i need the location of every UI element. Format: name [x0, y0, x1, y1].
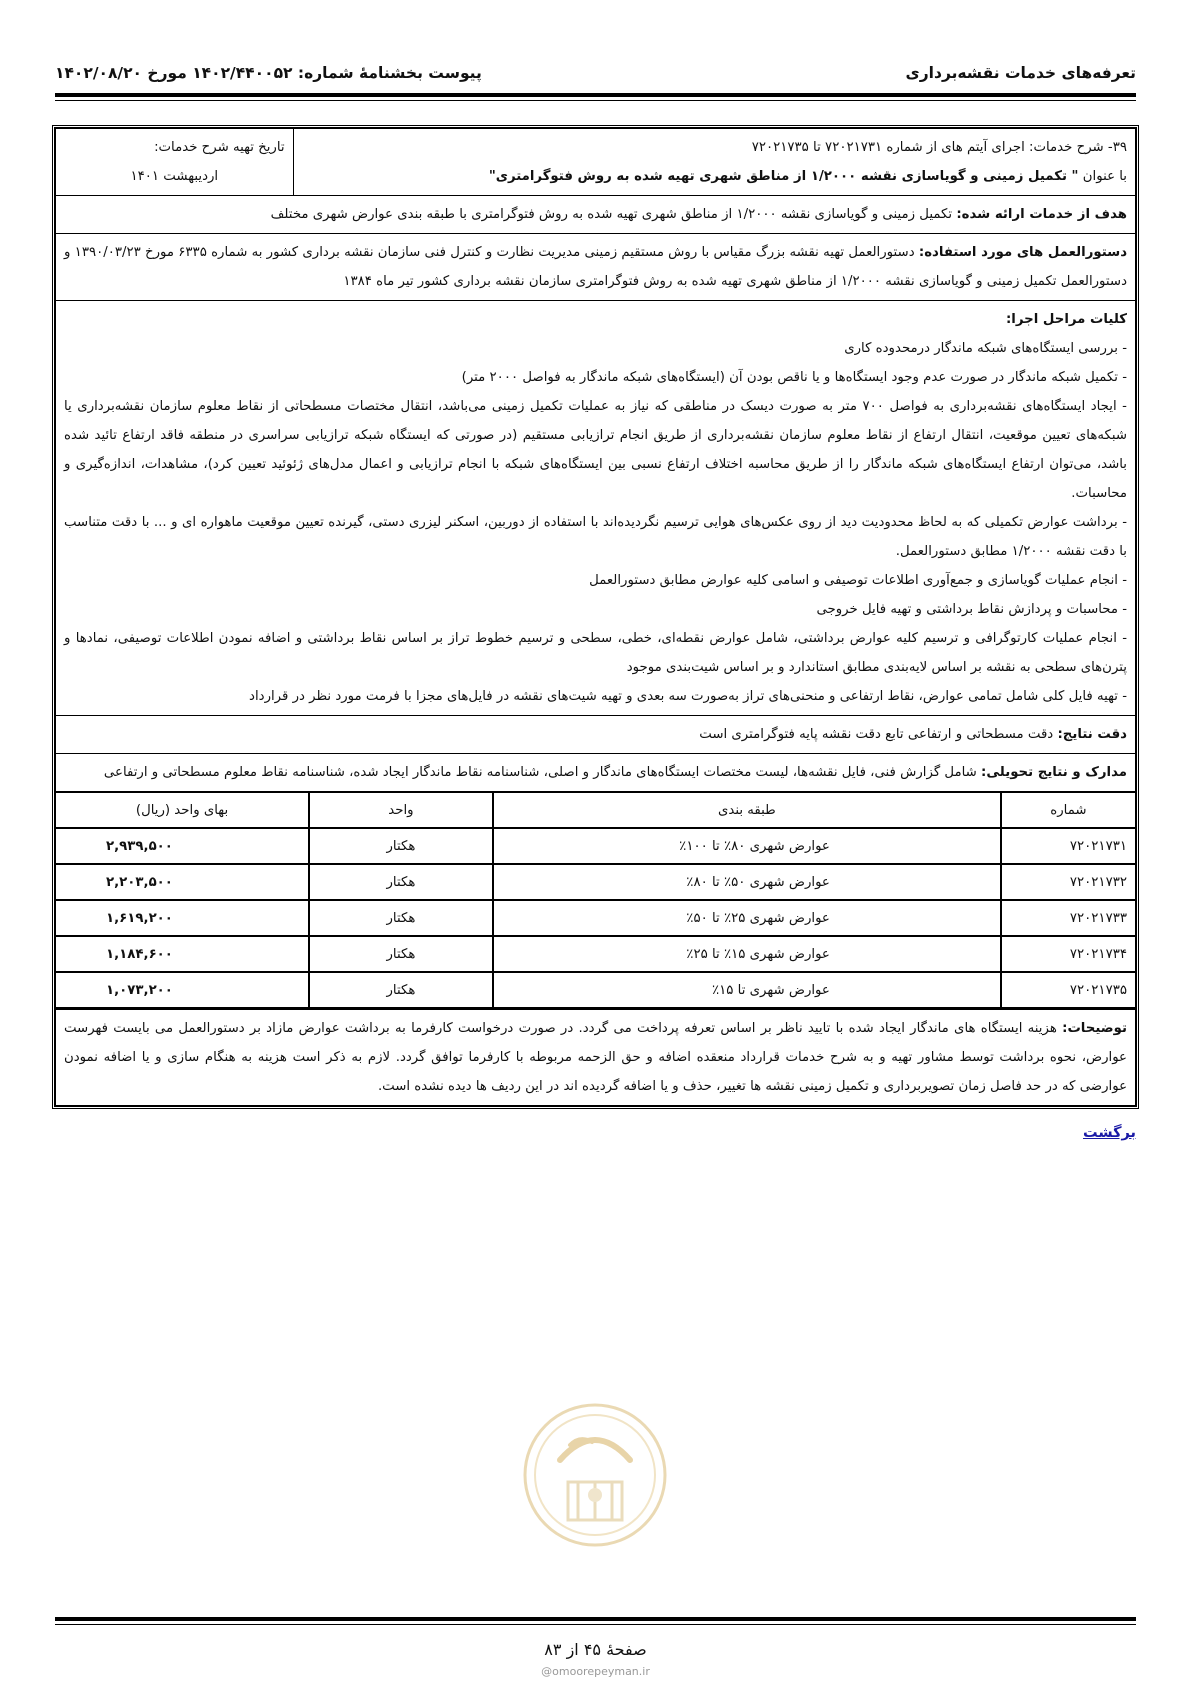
row-category: عوارض شهری ۸۰٪ تا ۱۰۰٪: [493, 828, 1001, 864]
prep-date-value: اردیبهشت ۱۴۰۱: [130, 169, 219, 184]
source-url: @omoorepeyman.ir: [541, 1665, 650, 1678]
table-row: [55, 864, 1136, 900]
row-unit: هکتار: [309, 864, 493, 900]
row-category: عوارض شهری ۲۵٪ تا ۵۰٪: [493, 900, 1001, 936]
notes-cell: [56, 1009, 1136, 1106]
step-item: - برداشت عوارض تکمیلی که به لحاظ محدودیت دید از روی عکس‌های هوایی ترسیم نگردیده‌اند با استفاده از دوربین، اسکنر لیزری دستی، گیرنده تعیین موقعیت ماهواره ای و ... با دقت متناسب با دقت نقشه ۱/۲۰۰۰ مطابق دستورالعمل.: [64, 515, 1127, 559]
header-unit: واحد: [309, 792, 493, 828]
back-link[interactable]: برگشت: [1082, 1125, 1136, 1141]
goal-cell: [56, 196, 1136, 234]
service-description-sheet: [52, 125, 1139, 1109]
deliverables-text: شامل گزارش فنی، فایل نقشه‌ها، لیست مختصات ایستگاه‌های ماندگار و اصلی، شناسنامه نقاط ماندگار ایجاد شده، شناسنامه نقاط معلوم مسطحاتی و ارتفاعی: [103, 765, 977, 780]
footer-rule-thin: [55, 1624, 1136, 1625]
header-rule-thick: [55, 93, 1136, 97]
tariff-header-row: [55, 792, 1136, 828]
row-price: ۱,۰۷۳,۲۰۰: [55, 972, 309, 1008]
table-row: [55, 828, 1136, 864]
service-title-cell: [293, 129, 1135, 196]
row-unit: هکتار: [309, 900, 493, 936]
instructions-cell: [56, 234, 1136, 301]
step-item: - تکمیل شبکه ماندگار در صورت عدم وجود ایستگاه‌ها و یا ناقص بودن آن (ایستگاه‌های شبکه ماندگار به فواصل ۲۰۰۰ متر): [461, 370, 1127, 385]
notes-text: هزینه ایستگاه های ماندگار ایجاد شده با تایید ناظر بر اساس تعرفه پرداخت می گردد. در صورت درخواست کارفرما به برداشت عوارض مازاد بر دستورالعمل می بایست فهرست عوارض، نحوه برداشت توسط مشاور تهیه و به شرح خدمات قرارداد منعقده اضافه و حق الزحمه مربوطه با کارفرما توافق گردد. لازم به ذکر است هزینه به هنگام سازی و یا اضافه نمودن عوارضی که در حد فاصل زمان تصویربرداری و تکمیل زمینی نقشه ها تغییر، حذف و یا اضافه گردیده اند در این ردیف ها دیده نشده است.: [64, 1021, 1127, 1094]
document-title: تعرفه‌های خدمات نقشه‌برداری: [905, 64, 1136, 82]
row-number: ۷۲۰۲۱۷۳۵: [1001, 972, 1136, 1008]
row-category: عوارض شهری ۱۵٪ تا ۲۵٪: [493, 936, 1001, 972]
header-number: شماره: [1001, 792, 1136, 828]
table-row: [55, 900, 1136, 936]
service-description-line: ۳۹- شرح خدمات: اجرای آیتم های از شماره ۷۲۰۲۱۷۳۱ تا ۷۲۰۲۱۷۳۵: [751, 140, 1127, 155]
row-price: ۲,۹۳۹,۵۰۰: [55, 828, 309, 864]
step-item: - انجام عملیات کارتوگرافی و ترسیم کلیه عوارض برداشتی، شامل عوارض نقطه‌ای، خطی، سطحی و ترسیم خطوط تراز بر اساس نقاط برداشتی و اضافه نمودن اطلاعات توصیفی، نمادها و پترن‌های سطحی به نقشه بر اساس لایه‌بندی مطابق استاندارد و بر اساس شیت‌بندی موجود: [64, 631, 1127, 675]
page-header: [55, 58, 1136, 88]
row-unit: هکتار: [309, 972, 493, 1008]
header-rule-thin: [55, 100, 1136, 101]
step-item: - محاسبات و پردازش نقاط برداشتی و تهیه فایل خروجی: [816, 602, 1127, 617]
goal-text: تکمیل زمینی و گویاسازی نقشه ۱/۲۰۰۰ از مناطق شهری تهیه شده به روش فتوگرامتری با طبقه بندی عوارض شهری مختلف: [270, 207, 953, 222]
service-info-table: [55, 128, 1136, 792]
prep-date-label: تاریخ تهیه شرح خدمات:: [154, 140, 285, 155]
footer-rule-thick: [55, 1617, 1136, 1621]
step-item: - انجام عملیات گویاسازی و جمع‌آوری اطلاعات توصیفی و اسامی کلیه عوارض مطابق دستورالعمل: [589, 573, 1127, 588]
annex-reference: پیوست بخشنامۀ شماره: ۱۴۰۲/۴۴۰۰۵۲ مورخ ۱۴۰۲/۰۸/۲۰: [55, 64, 482, 82]
watermark-logo: [520, 1400, 670, 1550]
row-price: ۲,۲۰۳,۵۰۰: [55, 864, 309, 900]
instructions-label: دستورالعمل های مورد استفاده:: [918, 245, 1128, 260]
title-prefix: با عنوان: [1082, 169, 1127, 184]
notes-label: توضیحات:: [1062, 1021, 1127, 1036]
accuracy-label: دقت نتایج:: [1057, 727, 1127, 742]
page-number: صفحۀ ۴۵ از ۸۳: [544, 1640, 647, 1659]
deliverables-cell: [56, 754, 1136, 792]
instructions-text: دستورالعمل تهیه نقشه بزرگ مقیاس با روش مستقیم زمینی مدیریت نظارت و کنترل فنی سازمان نقشه برداری کشور به شماره ۶۳۳۵ مورخ ۱۳۹۰/۰۳/۲۳ و دستورالعمل تکمیل زمینی و گویاسازی نقشه ۱/۲۰۰۰ از مناطق شهری تهیه شده به روش فتوگرامتری سازمان نقشه برداری کشور تیر ماه ۱۳۸۴: [64, 245, 1127, 289]
row-number: ۷۲۰۲۱۷۳۴: [1001, 936, 1136, 972]
step-item: - بررسی ایستگاه‌های شبکه ماندگار درمحدوده کاری: [844, 341, 1127, 356]
row-price: ۱,۱۸۴,۶۰۰: [55, 936, 309, 972]
service-title: " تکمیل زمینی و گویاسازی نقشه ۱/۲۰۰۰ از مناطق شهری تهیه شده به روش فتوگرامتری": [488, 169, 1079, 184]
prep-date-cell: [56, 129, 294, 196]
steps-label: کلیات مراحل اجرا:: [1005, 312, 1127, 327]
step-item: - تهیه فایل کلی شامل تمامی عوارض، نقاط ارتفاعی و منحنی‌های تراز به‌صورت سه بعدی و تهیه شیت‌های نقشه در فایل‌های مجزا با فرمت مورد نظر در قرارداد: [249, 689, 1127, 704]
step-item: - ایجاد ایستگاه‌های نقشه‌برداری به فواصل ۷۰۰ متر به صورت دیسک در مناطقی که نیاز به عملیات تکمیل زمینی می‌باشد، انتقال مختصات مسطحاتی از نقاط معلوم سازمان نقشه‌برداری یا شبکه‌های تعیین موقعیت، انتقال ارتفاع از نقاط معلوم سازمان نقشه‌برداری از طریق انجام ترازیابی مستقیم (در صورتی که ایستگاه شبکه ترازیابی سراسری در منطقه فاقد ارتفاع تائید شده باشد، می‌توان ارتفاع ایستگاه‌های شبکه ماندگار را از طریق محاسبه اختلاف ارتفاع نسبی بین ایستگاه‌های شبکه با انجام ترازیابی و اعمال مدل‌های ژئوئید تعیین کرد)، مشاهدات، اندازه‌گیری و محاسبات.: [64, 399, 1127, 501]
goal-label: هدف از خدمات ارائه شده:: [956, 207, 1127, 222]
steps-cell: [56, 301, 1136, 716]
row-number: ۷۲۰۲۱۷۳۳: [1001, 900, 1136, 936]
notes-table: [55, 1008, 1136, 1106]
accuracy-cell: [56, 716, 1136, 754]
row-category: عوارض شهری ۵۰٪ تا ۸۰٪: [493, 864, 1001, 900]
table-row: [55, 936, 1136, 972]
header-category: طبقه بندی: [493, 792, 1001, 828]
row-unit: هکتار: [309, 828, 493, 864]
row-number: ۷۲۰۲۱۷۳۱: [1001, 828, 1136, 864]
row-unit: هکتار: [309, 936, 493, 972]
header-price: بهای واحد (ریال): [55, 792, 309, 828]
deliverables-label: مدارک و نتایج تحویلی:: [981, 765, 1127, 780]
row-category: عوارض شهری تا ۱۵٪: [493, 972, 1001, 1008]
tariff-table: [55, 792, 1136, 1008]
table-row: [55, 972, 1136, 1008]
row-number: ۷۲۰۲۱۷۳۲: [1001, 864, 1136, 900]
accuracy-text: دقت مسطحاتی و ارتفاعی تابع دقت نقشه پایه فتوگرامتری است: [699, 727, 1054, 742]
row-price: ۱,۶۱۹,۲۰۰: [55, 900, 309, 936]
